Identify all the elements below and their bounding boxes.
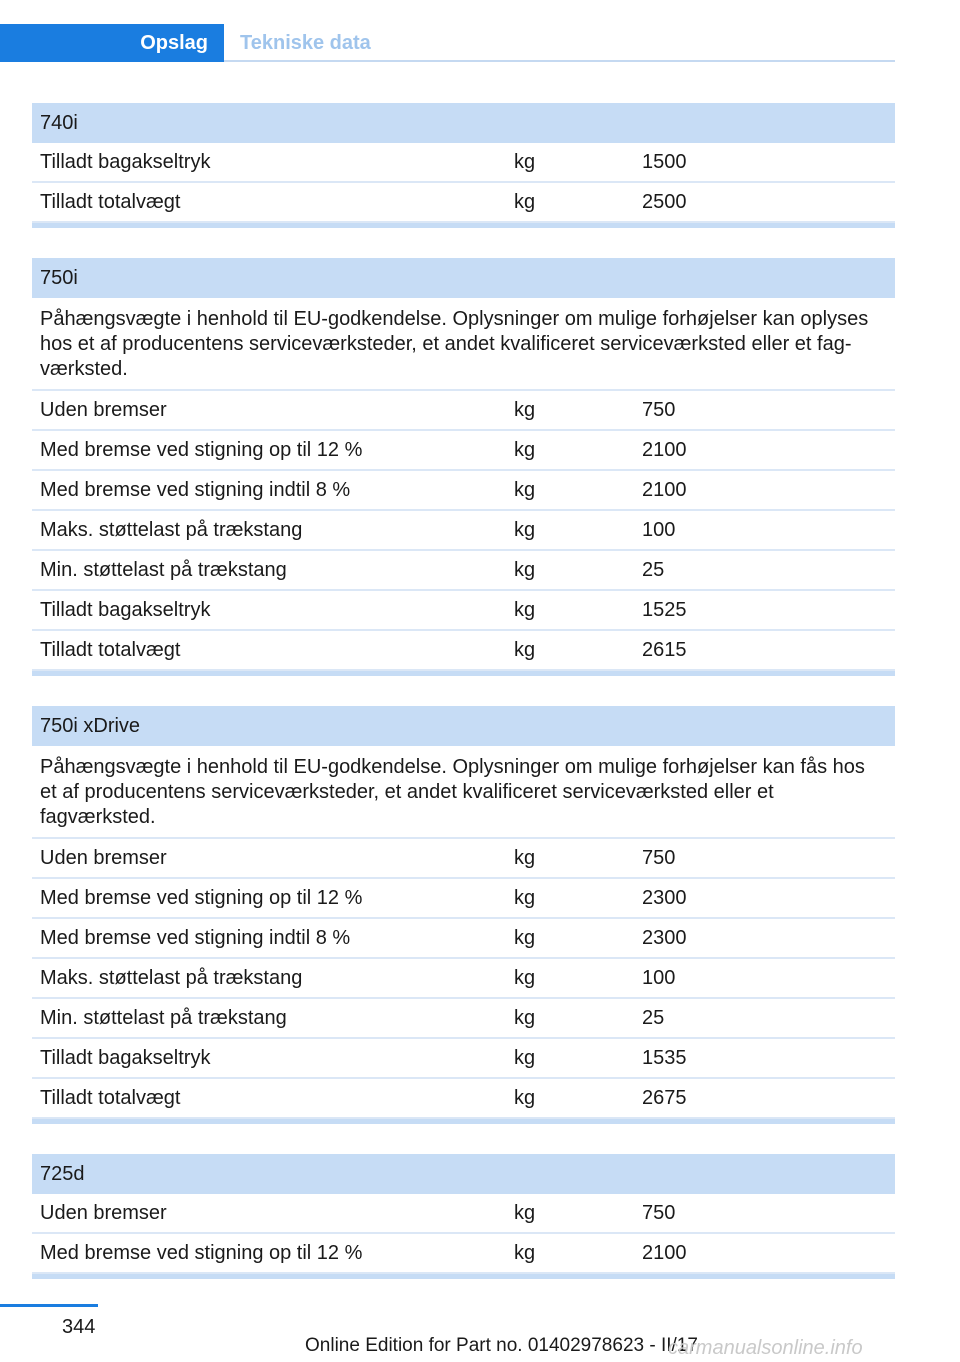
row-label: Med bremse ved stigning op til 12 % xyxy=(40,886,363,909)
section-note: Påhængsvægte i henhold til EU-godkendelse. Oplysninger om mulige forhøjelser kan fås hos et af producentens serviceværksteder, et andet kvalificeret serviceværksted eller et fagværksted. xyxy=(32,746,895,839)
row-unit: kg xyxy=(514,1201,536,1224)
row-unit: kg xyxy=(514,190,536,213)
row-value: 2675 xyxy=(642,1086,687,1109)
header-divider xyxy=(224,60,895,62)
table-row xyxy=(32,591,895,631)
row-label: Tilladt totalvægt xyxy=(40,1086,181,1109)
page-header xyxy=(0,0,960,62)
section-title: 725d xyxy=(32,1154,895,1194)
row-label: Tilladt totalvægt xyxy=(40,190,181,213)
section-end-bar xyxy=(32,1119,895,1124)
table-row xyxy=(32,959,895,999)
spec-tables xyxy=(32,103,895,1309)
edition-text: Online Edition for Part no. 01402978623 - II/17 xyxy=(305,1335,698,1356)
row-unit: kg xyxy=(514,926,536,949)
row-unit: kg xyxy=(514,558,536,581)
row-value: 100 xyxy=(642,966,676,989)
row-value: 750 xyxy=(642,846,676,869)
row-value: 750 xyxy=(642,398,676,421)
row-label: Tilladt bagakseltryk xyxy=(40,150,211,173)
table-row xyxy=(32,183,895,223)
table-row xyxy=(32,999,895,1039)
row-unit: kg xyxy=(514,150,536,173)
row-value: 25 xyxy=(642,558,665,581)
tab-opslag[interactable]: Opslag xyxy=(0,24,224,62)
row-label: Min. støttelast på trækstang xyxy=(40,558,287,581)
row-label: Tilladt totalvægt xyxy=(40,638,181,661)
table-row xyxy=(32,511,895,551)
row-label: Med bremse ved stigning indtil 8 % xyxy=(40,478,351,501)
row-unit: kg xyxy=(514,598,536,621)
row-label: Min. støttelast på trækstang xyxy=(40,1006,287,1029)
table-row xyxy=(32,879,895,919)
page-number: 344 xyxy=(62,1316,96,1338)
row-unit: kg xyxy=(514,1241,536,1264)
row-unit: kg xyxy=(514,478,536,501)
table-row xyxy=(32,391,895,431)
table-row xyxy=(32,1194,895,1234)
row-value: 2100 xyxy=(642,438,687,461)
tab-tekniske-data[interactable]: Tekniske data xyxy=(240,31,371,54)
section-title: 750i xyxy=(32,258,895,298)
row-label: Med bremse ved stigning op til 12 % xyxy=(40,1241,363,1264)
table-row xyxy=(32,919,895,959)
row-label: Uden bremser xyxy=(40,398,167,421)
spec-section xyxy=(32,103,895,228)
row-value: 2300 xyxy=(642,926,687,949)
row-unit: kg xyxy=(514,518,536,541)
row-value: 2615 xyxy=(642,638,687,661)
row-unit: kg xyxy=(514,846,536,869)
row-value: 1525 xyxy=(642,598,687,621)
row-label: Maks. støttelast på trækstang xyxy=(40,966,303,989)
section-end-bar xyxy=(32,1274,895,1279)
row-value: 25 xyxy=(642,1006,665,1029)
footer-divider xyxy=(0,1304,98,1307)
table-row xyxy=(32,1234,895,1274)
row-unit: kg xyxy=(514,1006,536,1029)
row-unit: kg xyxy=(514,1086,536,1109)
row-unit: kg xyxy=(514,1046,536,1069)
watermark: carmanualsonline.info xyxy=(668,1337,863,1359)
row-label: Med bremse ved stigning indtil 8 % xyxy=(40,926,351,949)
row-label: Tilladt bagakseltryk xyxy=(40,1046,211,1069)
row-unit: kg xyxy=(514,966,536,989)
table-row xyxy=(32,1079,895,1119)
row-label: Tilladt bagakseltryk xyxy=(40,598,211,621)
section-title: 740i xyxy=(32,103,895,143)
spec-section xyxy=(32,258,895,676)
row-unit: kg xyxy=(514,638,536,661)
table-row xyxy=(32,1039,895,1079)
table-row xyxy=(32,839,895,879)
section-note: Påhængsvægte i henhold til EU-godkendelse. Oplysninger om mulige forhøjelser kan oplyses hos et af producentens serviceværksteder, et andet kvalificeret serviceværksted eller et fagværksted. xyxy=(32,298,895,391)
table-row xyxy=(32,471,895,511)
table-row xyxy=(32,431,895,471)
row-value: 1535 xyxy=(642,1046,687,1069)
spec-section xyxy=(32,1154,895,1279)
row-value: 750 xyxy=(642,1201,676,1224)
section-title: 750i xDrive xyxy=(32,706,895,746)
row-value: 2300 xyxy=(642,886,687,909)
row-unit: kg xyxy=(514,886,536,909)
row-label: Maks. støttelast på trækstang xyxy=(40,518,303,541)
row-label: Med bremse ved stigning op til 12 % xyxy=(40,438,363,461)
row-unit: kg xyxy=(514,438,536,461)
row-value: 2100 xyxy=(642,1241,687,1264)
table-row xyxy=(32,631,895,671)
section-end-bar xyxy=(32,671,895,676)
section-end-bar xyxy=(32,223,895,228)
row-label: Uden bremser xyxy=(40,846,167,869)
row-label: Uden bremser xyxy=(40,1201,167,1224)
spec-section xyxy=(32,706,895,1124)
row-value: 1500 xyxy=(642,150,687,173)
row-unit: kg xyxy=(514,398,536,421)
table-row xyxy=(32,551,895,591)
table-row xyxy=(32,143,895,183)
row-value: 2500 xyxy=(642,190,687,213)
row-value: 2100 xyxy=(642,478,687,501)
row-value: 100 xyxy=(642,518,676,541)
